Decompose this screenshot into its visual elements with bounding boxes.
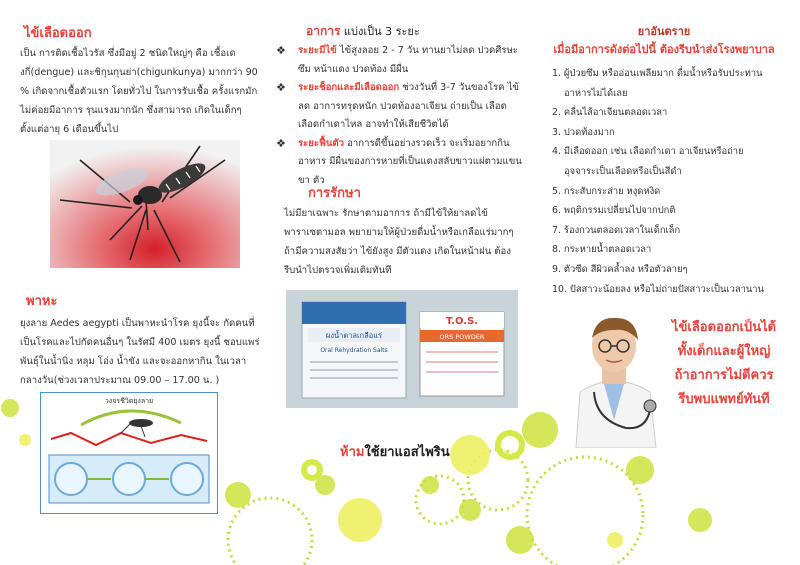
mosquito-lifecycle-diagram xyxy=(40,392,218,514)
ors-left-label: ผงน้ำตาลเกลือแร่ xyxy=(325,331,383,340)
vector-description: ยุงลาย Aedes aegypti เป็นพาหะนำโรค ยุงนี้จะ กัดคนที่เป็นโรคและไปกัดคนอื่นๆ ในรัศมี 400 เมตร ยุงนี้ ชอบแพร่พันธุ์ในน้ำนิ่ง หลุม โอ่ง น้ำขัง และจะออกหากิน ในเวลากลางวัน(ช่วงเวลาประมาณ 09.00 – 17.00 น. ) xyxy=(20,318,260,386)
fever-title: ไข้เลือดออก xyxy=(24,26,92,41)
symptom-text: ช่วงวันที่ 3-7 วันของโรค ไข้ลด อาการทรุดหนัก ปวดท้องอาเจียน ถ่ายเป็น เลือด เลือดกำเดาไหล อาจทำให้เสียชีวิตได้ xyxy=(298,82,519,130)
no-aspirin-warning xyxy=(340,441,450,462)
lifecycle-caption: วงจรชีวิตยุงลาย xyxy=(104,397,154,405)
ors-right-sub: ORS POWDER xyxy=(439,333,485,341)
danger-item: 2. คลื่นไส้อาเจียนตลอดเวลา xyxy=(552,107,668,119)
danger-item: อาหารไม่ได้เลย xyxy=(564,87,628,99)
bullet-icon: ❖ xyxy=(276,44,286,57)
doctor-advice-line: ทั้งเด็กและผู้ใหญ่ xyxy=(677,344,771,359)
no-aspirin-highlight: ห้าม xyxy=(340,445,365,460)
symptoms-title: อาการ xyxy=(306,24,341,38)
danger-item: 9. ตัวซีด สีผิวคล้ำลง หรือตัวลายๆ xyxy=(552,263,688,275)
doctor-image xyxy=(566,300,662,448)
symptom-label: ระยะฟื้นตัว xyxy=(298,137,345,149)
symptom-text: ไข้สูงลอย 2 - 7 วัน ทานยาไม่ลด ปวดศีรษะ ซึม หน้าแดง ปวดท้อง มีผื่น xyxy=(298,45,518,75)
doctor-advice-line: ถ้าอาการไม่ดีควร xyxy=(674,368,774,383)
danger-item: 7. ร้องกวนตลอดเวลาในเด็กเล็ก xyxy=(552,224,681,236)
doctor-advice-line: รีบพบแพทย์ทันที xyxy=(678,392,770,407)
symptom-label: ระยะมีไข้ xyxy=(298,45,337,56)
no-aspirin-text: ใช้ยาแอสไพริน xyxy=(364,445,450,460)
symptom-item xyxy=(274,42,528,79)
vector-title: พาหะ xyxy=(26,294,58,309)
danger-heading xyxy=(544,22,784,58)
danger-item: 8. กระหายน้ำตลอดเวลา xyxy=(552,244,652,256)
bullet-icon: ❖ xyxy=(276,136,286,150)
mosquito-image xyxy=(50,140,240,268)
doctor-advice xyxy=(654,316,794,412)
symptoms-list xyxy=(274,42,528,190)
danger-signs-list xyxy=(552,64,796,299)
danger-item: 4. มีเลือดออก เช่น เลือดกำเดา อาเจียนหรือถ่าย xyxy=(552,146,744,158)
bullet-icon: ❖ xyxy=(276,81,286,94)
ors-right-label: T.O.S. xyxy=(445,316,479,327)
doctor-advice-line: ไข้เลือดออกเป็นได้ xyxy=(671,320,777,335)
danger-item: 6. พฤติกรรมเปลี่ยนไปจากปกติ xyxy=(552,205,676,217)
treatment-description: ไม่มียาเฉพาะ รักษาตามอาการ ถ้ามีไข้ให้ยาลดไข้ พาราเซตามอล พยายามให้ผู้ป่วยดื่มน้ำหรือเกลือแร่มากๆ ถ้ามีความสงสัยว่า ไข้ยังสูง มีตัวแดง เกิดในหน้าฝน ต้องรีบนำไปตรวจเพิ่มเติมทันที xyxy=(284,208,514,276)
danger-subtitle: เมื่อมีอาการดังต่อไปนี้ ต้องรีบนำส่งโรงพยาบาล xyxy=(553,43,775,56)
treatment-title: การรักษา xyxy=(308,186,361,201)
ors-left-sub: Oral Rehydration Salts xyxy=(320,347,388,354)
danger-item: 5. กระสับกระส่าย หงุดหงิด xyxy=(552,185,661,197)
symptom-label: ระยะช็อกและมีเลือดออก xyxy=(298,82,400,93)
danger-item: 1. ผู้ป่วยซึม หรืออ่อนเพลียมาก ดื่มน้ำหรือรับประทาน xyxy=(552,68,763,79)
ors-packets-image xyxy=(286,290,518,408)
danger-title: ยาอันตราย xyxy=(637,25,691,38)
danger-item: อุจจาระเป็นเลือดหรือเป็นสีดำ xyxy=(564,165,682,177)
danger-item: 3. ปวดท้องมาก xyxy=(552,126,615,138)
danger-item: 10. ปัสสาวะน้อยลง หรือไม่ถ่ายปัสสาวะเป็นเวลานาน xyxy=(552,283,764,295)
symptom-item xyxy=(274,79,528,135)
symptoms-heading xyxy=(306,22,420,41)
symptom-text: อาการดีขึ้นอย่างรวดเร็ว จะเริ่มอยากกินอาหาร มีผื่นของการหายที่เป็นแดงสลับขาวแผ่ตามแขน ขา ตัว xyxy=(298,137,522,186)
fever-description: เป็น การติดเชื้อไวรัส ซึ่งมีอยู่ 2 ชนิดใหญ่ๆ คือ เชื้อเดงกี่(dengue) และชิกุนกุนย่า(chigunkunya) มากกว่า 90 % เกิดจากเชื้อตัวแรก โดยทั่วไป ในการรับเชื้อ ครั้งแรกมักไม่ค่อยมีอาการ รุนแรงมากนัก ซึ่งสามารถ เกิดในเด็กๆ ตั้งแต่อายุ 6 เดือนขึ้นไป xyxy=(20,48,258,135)
symptoms-suffix: แบ่งเป็น 3 ระยะ xyxy=(343,25,420,38)
